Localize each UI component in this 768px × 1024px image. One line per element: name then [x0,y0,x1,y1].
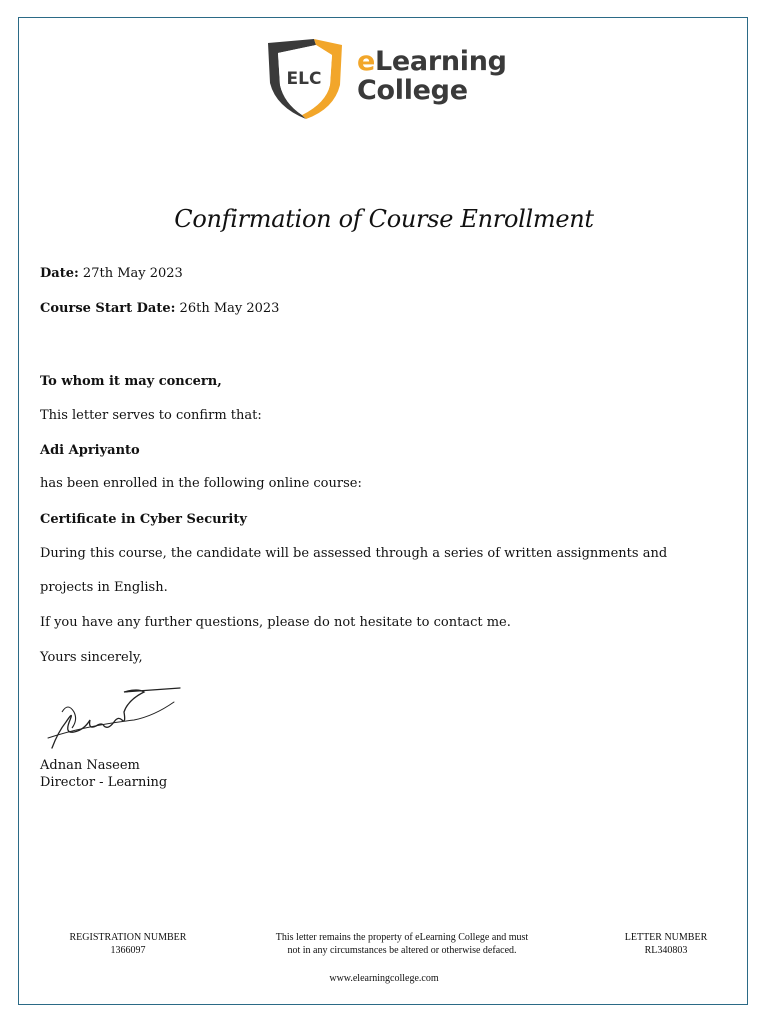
date-label: Date: [40,266,79,281]
date-line [40,266,183,281]
logo-line2: College [357,75,468,106]
course-name: Certificate in Cyber Security [40,512,247,527]
assessment-line-1: During this course, the candidate will be assessed through a series of written assignments and [40,546,668,561]
letter-number-block [596,931,736,957]
questions-text: If you have any further questions, please do not hesitate to contact me. [40,615,511,630]
registration-label: REGISTRATION NUMBER [69,932,187,943]
letter-number: RL340803 [644,945,688,956]
enrolled-text: has been enrolled in the following online course: [40,476,362,491]
salutation: To whom it may concern, [40,374,222,389]
elearning-college-logo [264,37,509,123]
date-value: 27th May 2023 [82,266,183,281]
registration-block [48,931,208,957]
logo-badge-text: ELC [286,69,322,89]
logo-line1: Learning [375,46,507,77]
signatory-title: Director - Learning [40,775,168,790]
start-date-line [40,301,279,316]
website-link[interactable]: www.elearningcollege.com [329,973,439,984]
signatory-name: Adnan Naseem [40,758,140,773]
assessment-line-2: projects in English. [40,580,168,595]
intro-text: This letter serves to confirm that: [40,408,262,423]
start-date-label: Course Start Date: [40,301,176,316]
signature-image [44,682,189,758]
registration-number: 1366097 [110,945,146,956]
logo-wordmark [357,47,507,105]
page-border [18,17,748,1005]
notice-block [232,931,572,957]
letter-number-label: LETTER NUMBER [624,932,708,943]
closing-text: Yours sincerely, [40,650,143,665]
start-date-value: 26th May 2023 [179,301,280,316]
notice-line-2: not in any circumstances be altered or otherwise defaced. [287,945,517,956]
student-name: Adi Apriyanto [40,443,140,458]
document-title: Confirmation of Course Enrollment [174,205,594,233]
notice-line-1: This letter remains the property of eLearning College and must [275,932,529,943]
shield-logo-icon [264,37,350,123]
logo-e-letter: e [357,46,376,77]
